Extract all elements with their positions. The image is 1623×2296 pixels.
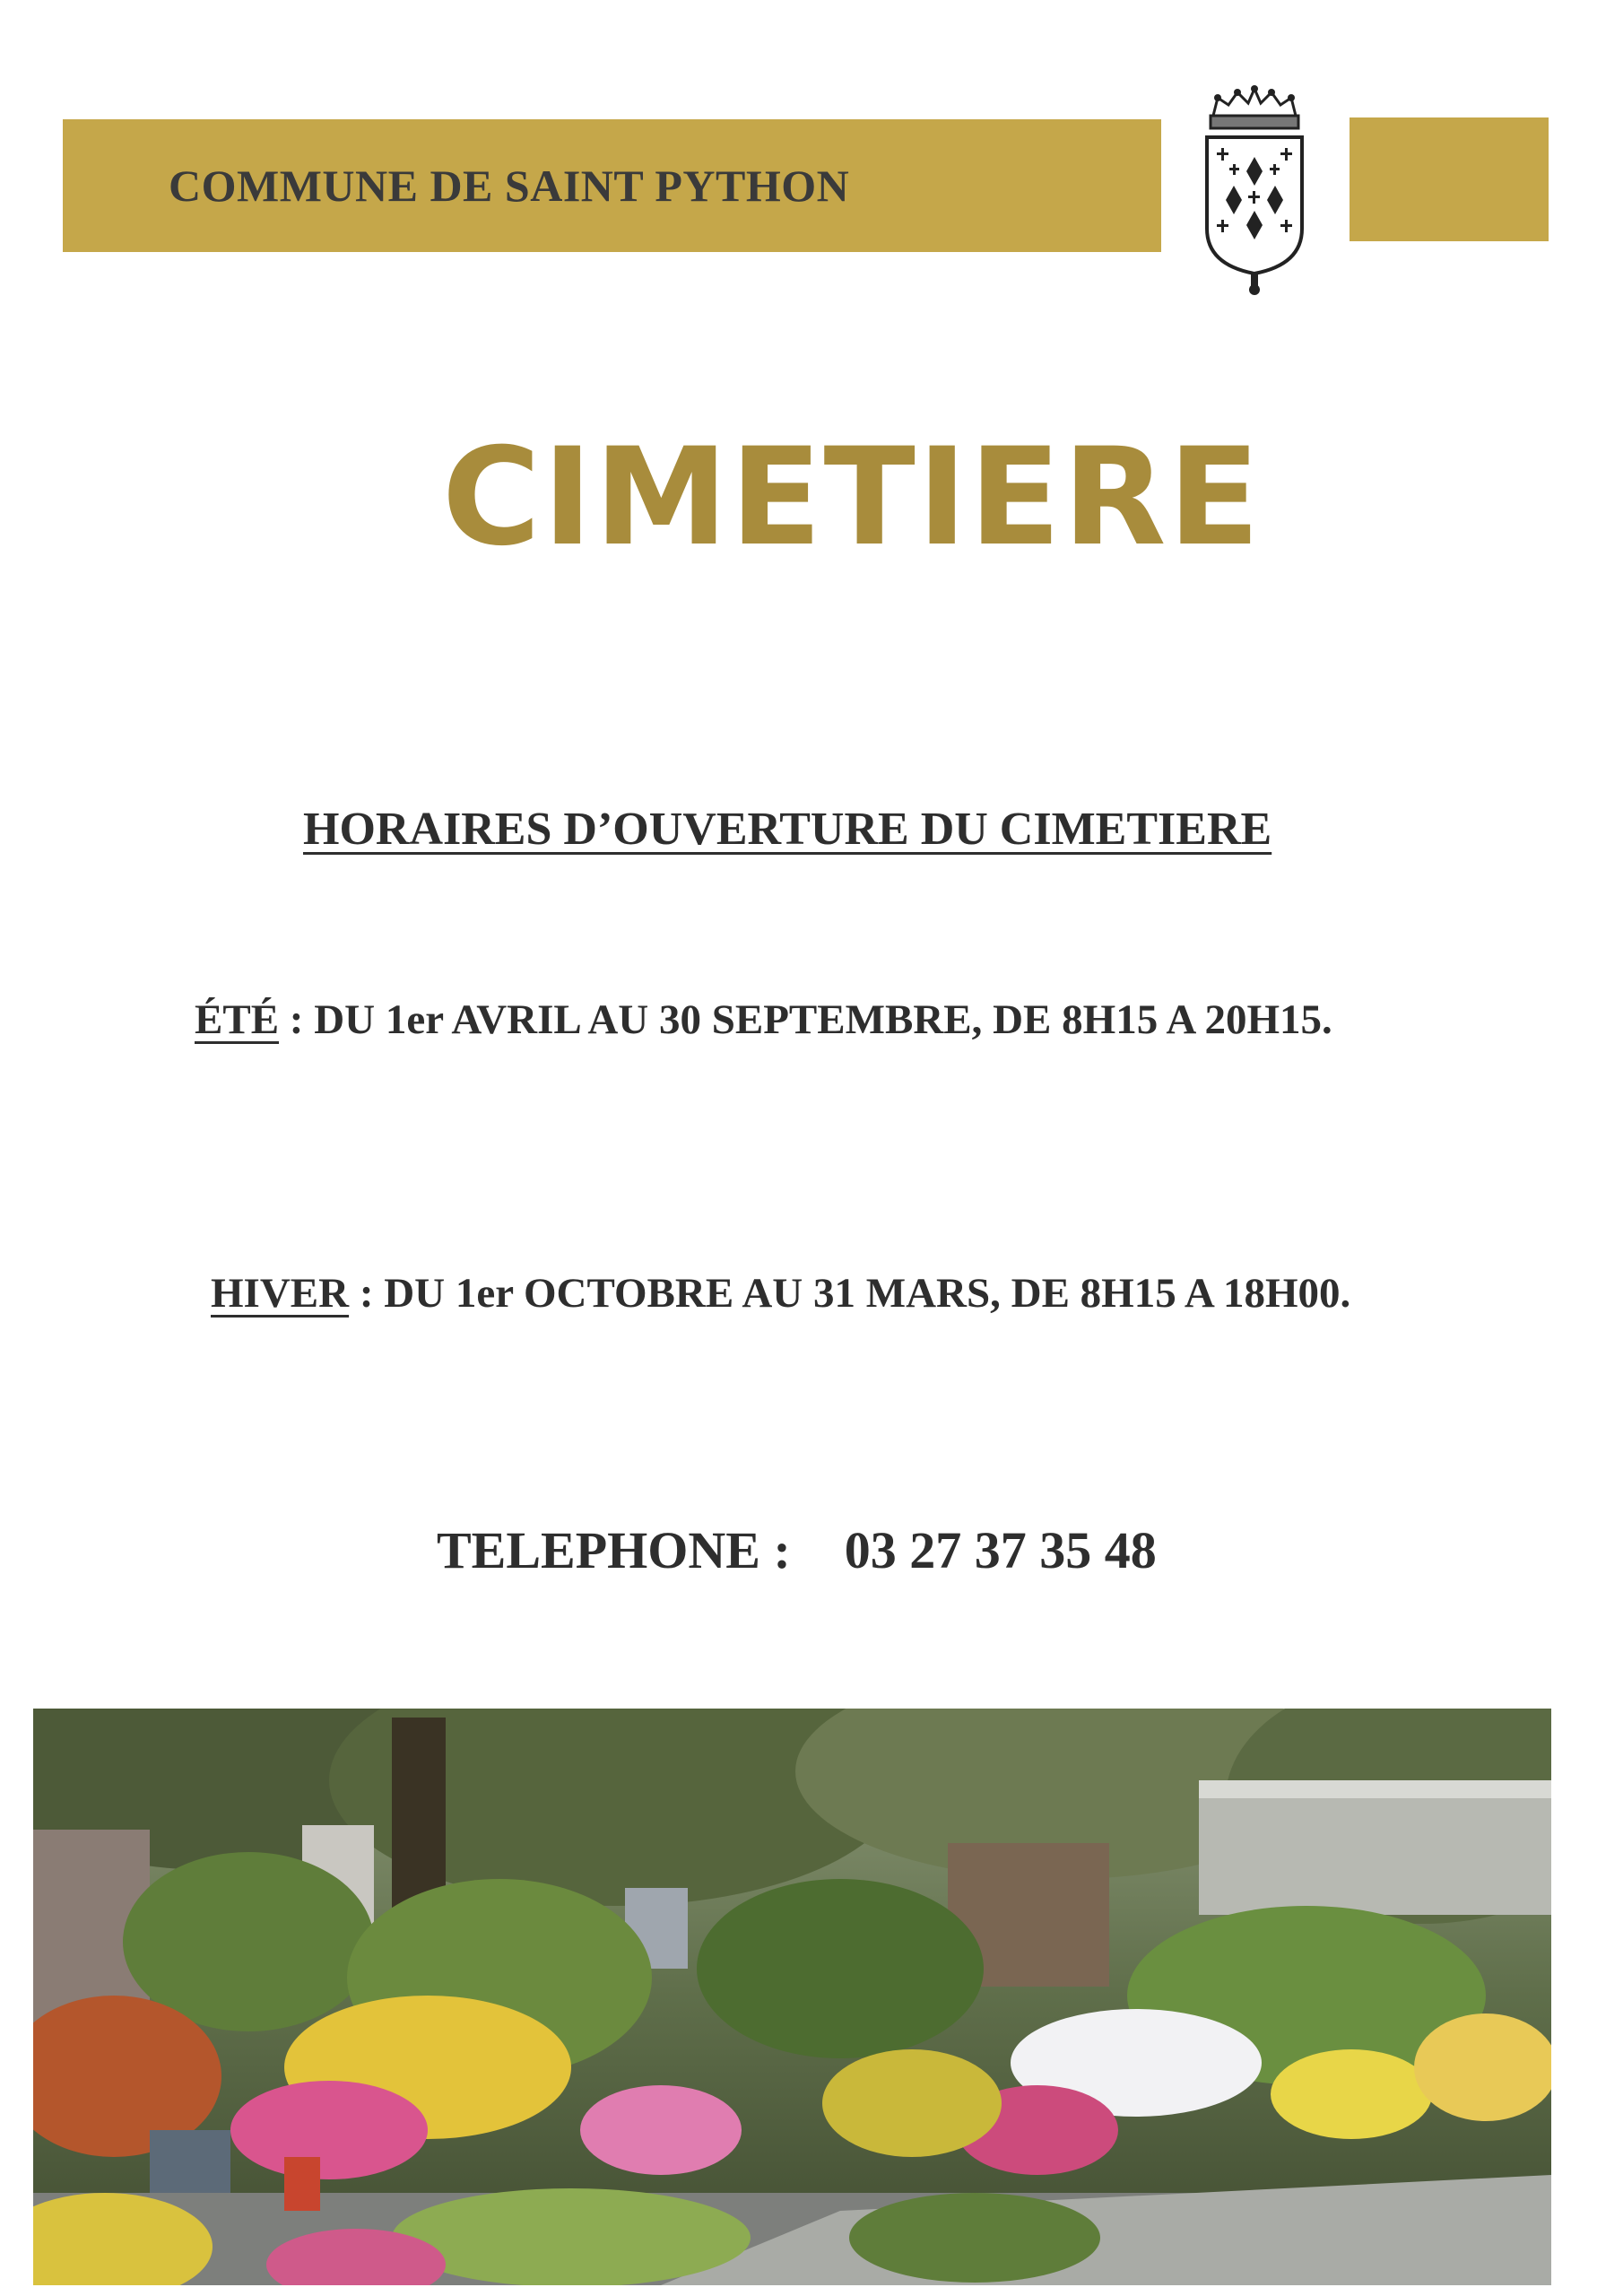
summer-hours: [195, 996, 1332, 1044]
summer-text: : DU 1er AVRIL AU 30 SEPTEMBRE, DE 8H15 A 20H15.: [279, 996, 1332, 1043]
cemetery-flowers-photo: [33, 1709, 1551, 2285]
header-band-left: [63, 119, 1161, 252]
page-title: CIMETIERE: [441, 420, 1263, 576]
coat-of-arms-icon: [1202, 85, 1307, 296]
commune-name: COMMUNE DE SAINT PYTHON: [169, 161, 850, 211]
winter-hours: [211, 1269, 1350, 1318]
telephone-label: TELEPHONE :: [437, 1521, 791, 1579]
winter-label: HIVER: [211, 1270, 350, 1317]
winter-text: : DU 1er OCTOBRE AU 31 MARS, DE 8H15 A 18H00.: [349, 1270, 1351, 1317]
header-band-right: [1350, 117, 1549, 241]
hours-heading: HORAIRES D’OUVERTURE DU CIMETIERE: [303, 804, 1272, 855]
telephone: [437, 1520, 1157, 1580]
summer-label: ÉTÉ: [195, 996, 280, 1043]
telephone-number: 03 27 37 35 48: [844, 1521, 1157, 1579]
